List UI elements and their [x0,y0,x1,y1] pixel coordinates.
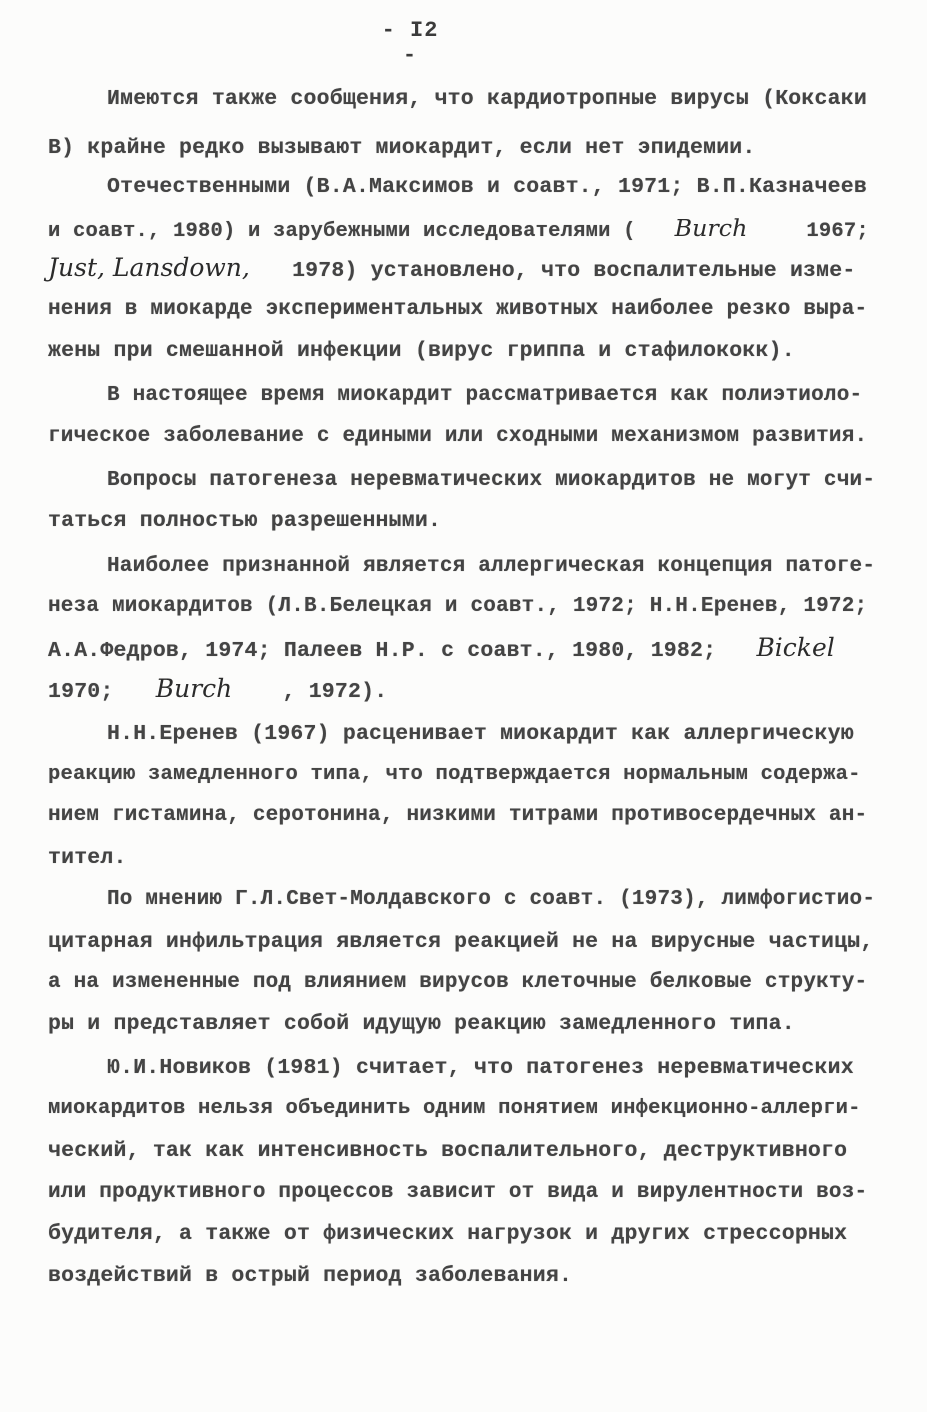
paragraph-6-line-1: Н.Н.Еренев (1967) расценивает миокардит как аллергическую [107,722,854,746]
paragraph-5-line-4-end: , 1972). [282,680,388,704]
paragraph-5-line-3 [48,628,878,668]
paragraph-2-line-3-text: 1978) установлено, что воспалительные измe- [292,259,856,283]
handwritten-author-bickel: Bickel [756,633,835,662]
paragraph-4-line-2: таться полностью разрешенными. [48,509,442,533]
paragraph-1-line-1: Имеются также сообщения, что кардиотропные вирусы (Коксаки [107,87,867,111]
paragraph-2-line-5: жены при смешанной инфекции (вирус гриппа и стафилококк). [48,339,795,363]
paragraph-3-line-1: В настоящее время миокардит рассматривается как полиэтиоло- [107,384,863,407]
paragraph-2-line-2-text: и соавт., 1980) и зарубежными исследователями ( [48,220,636,243]
page-number: - I2 - [381,18,439,68]
paragraph-3-line-2: гическое заболевание с едиными или сходными механизмом развития. [48,425,868,448]
paragraph-1-line-2: В) крайне редко вызывают миокардит, если нет эпидемии. [48,136,756,160]
paragraph-8-line-6: воздействий в острый период заболевания. [48,1264,573,1288]
paragraph-8-line-3: ческий, так как интенсивность воспалительного, деструктивного [48,1139,848,1163]
paragraph-6-line-2: реакцию замедленного типа, что подтверждается нормальным содержа- [48,763,861,786]
paragraph-5-line-3-text: А.А.Федров, 1974; Палеев Н.Р. с соавт., 1980, 1982; [48,639,717,663]
paragraph-7-line-1: По мнению Г.Л.Свет-Молдавского с соавт. (1973), лимфогистио- [107,888,876,911]
paragraph-8-line-1: Ю.И.Новиков (1981) считает, что патогенез неревматических [107,1056,854,1080]
paragraph-2-line-1: Отечественными (В.А.Максимов и соавт., 1971; В.П.Казначеев [107,175,867,199]
paragraph-2-line-3 [48,248,878,288]
paragraph-8-line-2: миокардитов нельзя объединить одним понятием инфекционно-аллерги- [48,1097,861,1120]
paragraph-7-line-3: а на измененные под влиянием вирусов клеточные белковые структу- [48,971,868,994]
handwritten-authors-just-lansdown: Just, Lansdown, [48,253,250,282]
paragraph-6-line-3: нием гистамина, серотонина, низкими титрами противосердечных ан- [48,804,868,827]
paragraph-2-line-4: нения в миокарде экспериментальных животных наиболее резко выра- [48,298,868,321]
paragraph-4-line-1: Вопросы патогенеза неревматических миокардитов не могут счи- [107,469,876,492]
paragraph-7-line-2: цитарная инфильтрация является реакцией не на вирусные частицы, [48,930,874,954]
paragraph-7-line-4: ры и представляет собой идущую реакцию замедленного типа. [48,1012,795,1036]
handwritten-author-burch-2: Burch [155,674,233,703]
paragraph-2-line-2-year: 1967; [806,220,869,243]
paragraph-5-line-2: неза миокардитов (Л.В.Белецкая и соавт., 1972; Н.Н.Еренев, 1972; [48,595,868,618]
paragraph-8-line-5: будителя, а также от физических нагрузок и других стрессорных [48,1222,848,1246]
handwritten-author-burch: Burch [674,214,748,242]
paragraph-5-line-1: Наиболее признанной является аллергическая концепция патоге- [107,555,876,578]
paragraph-6-line-4: тител. [48,846,127,870]
paragraph-8-line-4: или продуктивного процессов зависит от вида и вирулентности воз- [48,1181,868,1204]
paragraph-2-line-2 [48,208,878,248]
paragraph-5-line-4-year: 1970; [48,680,114,704]
paragraph-5-line-4 [48,669,878,709]
